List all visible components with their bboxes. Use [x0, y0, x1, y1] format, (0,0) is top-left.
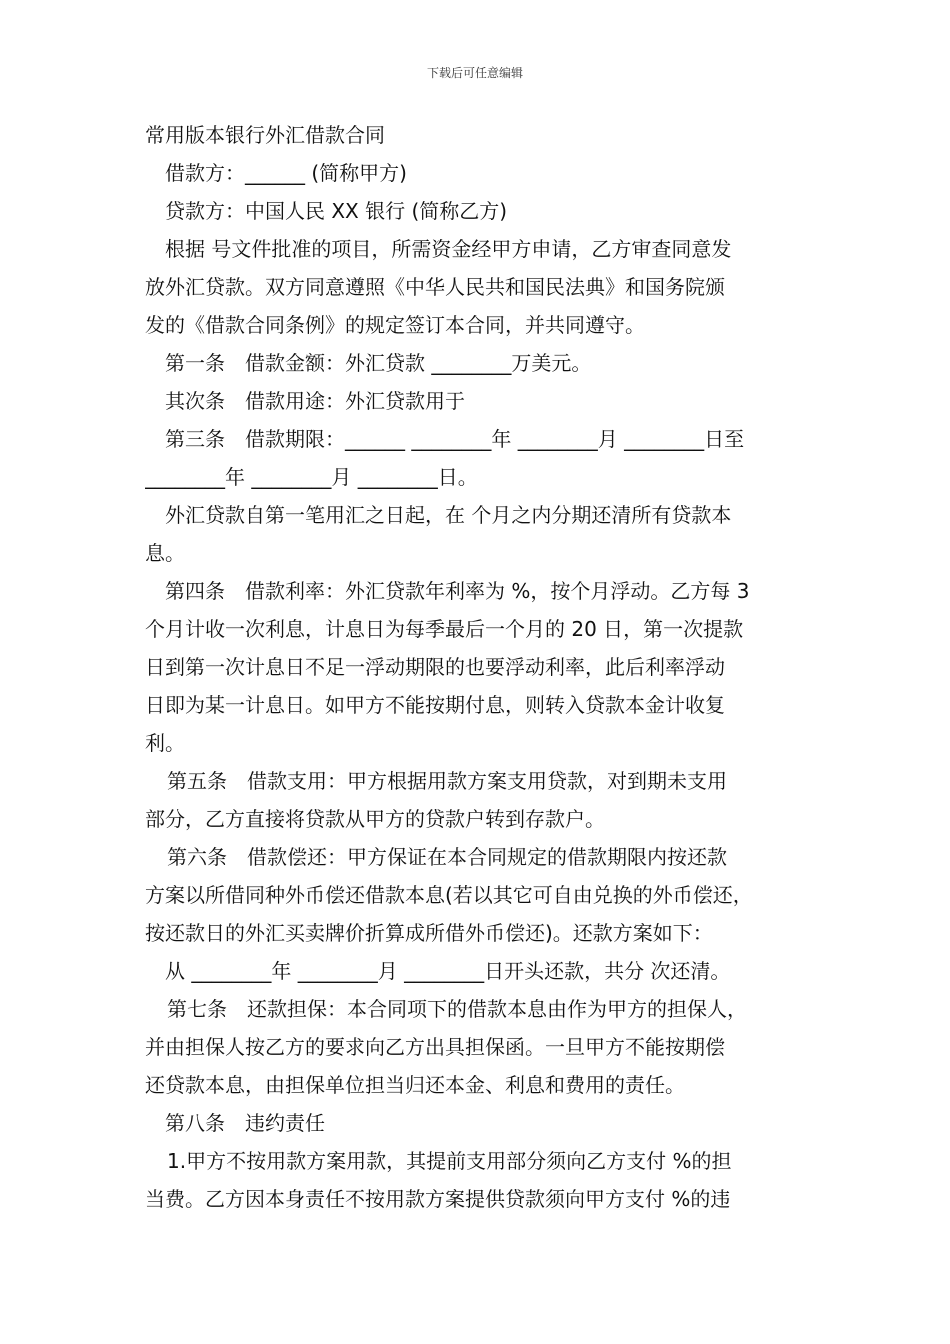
document-line: 第一条 借款金额：外汇贷款 ________万美元。 — [165, 351, 592, 375]
document-line: 当费。乙方因本身责任不按用款方案提供贷款须向甲方支付 %的违 — [145, 1187, 731, 1211]
document-line: 日即为某一计息日。如甲方不能按期付息，则转入贷款本金计收复 — [145, 693, 725, 717]
document-line: 利。 — [145, 731, 185, 755]
document-line: 日到第一次计息日不足一浮动期限的也要浮动利率，此后利率浮动 — [145, 655, 725, 679]
document-line: 部分，乙方直接将贷款从甲方的贷款户转到存款户。 — [145, 807, 605, 831]
document-line: 方案以所借同种外币偿还借款本息(若以其它可自由兑换的外币偿还， — [145, 883, 753, 907]
document-line: 按还款日的外汇买卖牌价折算成所借外币偿还)。还款方案如下： — [145, 921, 713, 945]
document-line: 1.甲方不按用款方案用款，其提前支用部分须向乙方支付 %的担 — [167, 1149, 732, 1173]
document-line: 并由担保人按乙方的要求向乙方出具担保函。一旦甲方不能按期偿 — [145, 1035, 725, 1059]
document-line: 第四条 借款利率：外汇贷款年利率为 %，按个月浮动。乙方每 3 — [165, 579, 750, 603]
document-line: 第六条 借款偿还：甲方保证在本合同规定的借款期限内按还款 — [167, 845, 727, 869]
document-title: 常用版本银行外汇借款合同 — [145, 123, 385, 147]
document-line: 其次条 借款用途：外汇贷款用于 — [165, 389, 465, 413]
page-header: 下载后可任意编辑 — [426, 66, 523, 80]
document-line: 第八条 违约责任 — [165, 1111, 325, 1135]
document-line: 发的《借款合同条例》的规定签订本合同，并共同遵守。 — [145, 313, 645, 337]
document-line: 还贷款本息，由担保单位担当归还本金、利息和费用的责任。 — [145, 1073, 685, 1097]
document-line: 第七条 还款担保：本合同项下的借款本息由作为甲方的担保人， — [167, 997, 747, 1021]
document-line: 第三条 借款期限：______ ________年 ________月 ________日至 — [165, 427, 745, 451]
document-line: 个月计收一次利息，计息日为每季最后一个月的 20 日，第一次提款 — [145, 617, 744, 641]
document-line: 借款方：______ (简称甲方) — [165, 161, 407, 185]
document-line: 根据 号文件批准的项目，所需资金经甲方申请，乙方审查同意发 — [165, 237, 732, 261]
document-line: 从 ________年 ________月 ________日开头还款，共分 次还清。 — [165, 959, 731, 983]
document-line: 第五条 借款支用：甲方根据用款方案支用贷款，对到期未支用 — [167, 769, 727, 793]
document-line: 外汇贷款自第一笔用汇之日起，在 个月之内分期还清所有贷款本 — [165, 503, 732, 527]
contract-document — [145, 116, 810, 1218]
document-line: 息。 — [145, 541, 185, 565]
document-line: 放外汇贷款。双方同意遵照《中华人民共和国民法典》和国务院颁 — [145, 275, 725, 299]
document-line: 贷款方：中国人民 XX 银行 (简称乙方) — [165, 199, 508, 223]
document-line: ________年 ________月 ________日。 — [145, 465, 478, 489]
